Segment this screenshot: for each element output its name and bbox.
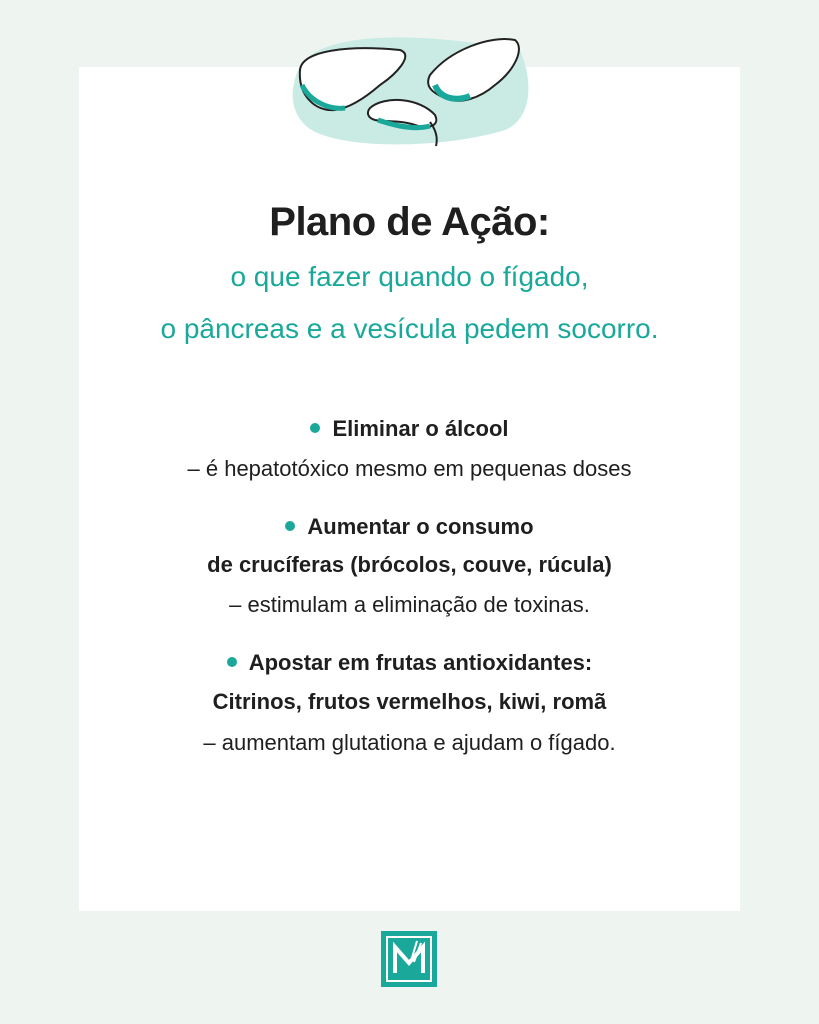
list-item-detail: – é hepatotóxico mesmo em pequenas doses	[187, 456, 632, 481]
bullet-icon	[227, 657, 237, 667]
bullet-icon	[310, 423, 320, 433]
list-item-heading-line-2: Citrinos, frutos vermelhos, kiwi, romã	[212, 689, 607, 714]
list-item-heading	[0, 650, 819, 676]
subtitle-line-2: o pâncreas e a vesícula pedem socorro.	[160, 313, 659, 344]
subtitle-line-1: o que fazer quando o fígado,	[230, 261, 589, 292]
page-title: Plano de Ação:	[269, 200, 550, 244]
letter-m-icon	[381, 931, 437, 987]
organs-illustration	[290, 30, 535, 155]
list-item-heading-text: Aumentar o consumo	[307, 514, 534, 539]
list-item-detail: – estimulam a eliminação de toxinas.	[229, 592, 590, 617]
list-item-heading-text: Apostar em frutas antioxidantes:	[248, 650, 593, 675]
brand-logo-m	[381, 931, 437, 987]
bullet-icon	[285, 521, 295, 531]
list-item-heading	[0, 416, 819, 442]
content-card	[79, 67, 740, 911]
list-item-detail: – aumentam glutationa e ajudam o fígado.	[203, 730, 616, 755]
list-item-heading	[0, 514, 819, 540]
list-item-heading-text: Eliminar o álcool	[332, 416, 509, 441]
list-item-heading-line-2: de crucíferas (brócolos, couve, rúcula)	[207, 552, 612, 577]
